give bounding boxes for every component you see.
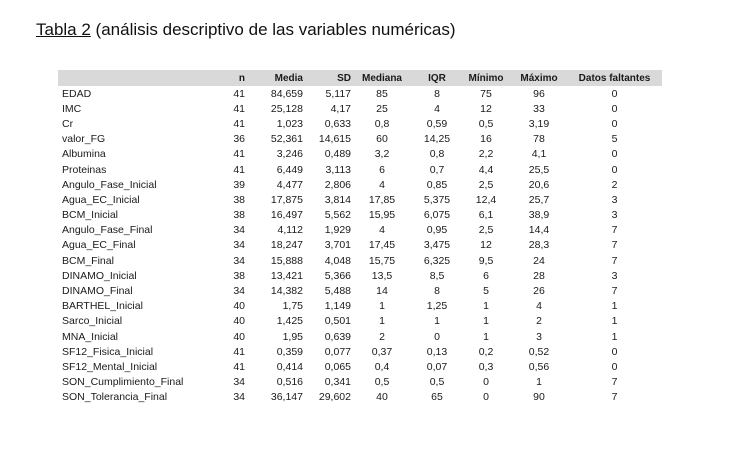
cell-maximo: 25,7: [528, 193, 550, 206]
cell-mediana: 3,2: [374, 148, 390, 161]
cell-mediana: 6: [379, 163, 385, 176]
cell-media: 0,359: [276, 345, 303, 358]
cell-variable: Angulo_Fase_Inicial: [62, 178, 157, 191]
cell-maximo: 78: [533, 133, 545, 146]
cell-variable: Agua_EC_Inicial: [62, 193, 140, 206]
table-row: [58, 268, 662, 283]
cell-mediana: 17,85: [368, 193, 396, 206]
cell-n: 41: [233, 102, 245, 115]
cell-n: 34: [233, 391, 245, 404]
cell-maximo: 33: [533, 102, 545, 115]
table-body: [58, 86, 662, 405]
table-row: [58, 329, 662, 344]
cell-media: 16,497: [270, 209, 303, 222]
cell-iqr: 6,325: [423, 254, 451, 267]
cell-n: 38: [233, 269, 245, 282]
cell-datos-faltantes: 1: [611, 300, 618, 313]
cell-sd: 1,149: [324, 300, 351, 313]
cell-variable: SON_Tolerancia_Final: [62, 391, 168, 404]
column-header-datos-faltantes: Datos faltantes: [567, 70, 662, 86]
cell-sd: 0,077: [324, 345, 351, 358]
cell-minimo: 16: [480, 133, 492, 146]
column-header-n: n: [217, 70, 245, 86]
table-row: [58, 86, 662, 101]
column-header-mediana: Mediana: [351, 70, 413, 86]
cell-n: 39: [233, 178, 245, 191]
cell-iqr: 1: [434, 315, 440, 328]
cell-datos-faltantes: 2: [611, 178, 618, 191]
cell-maximo: 38,9: [528, 209, 550, 222]
cell-sd: 29,602: [318, 391, 351, 404]
cell-variable: Agua_EC_Final: [62, 239, 136, 252]
cell-datos-faltantes: 0: [611, 360, 618, 373]
cell-variable: SF12_Mental_Inicial: [62, 360, 158, 373]
cell-media: 25,128: [270, 102, 303, 115]
cell-sd: 1,929: [324, 224, 351, 237]
cell-maximo: 3: [536, 330, 542, 343]
table-row: [58, 116, 662, 131]
cell-n: 38: [233, 193, 245, 206]
cell-datos-faltantes: 3: [611, 193, 618, 206]
cell-iqr: 8: [434, 285, 440, 298]
cell-media: 4,477: [276, 178, 303, 191]
cell-minimo: 75: [480, 87, 492, 100]
cell-datos-faltantes: 0: [611, 102, 618, 115]
cell-media: 52,361: [270, 133, 303, 146]
cell-n: 41: [233, 163, 245, 176]
cell-n: 41: [233, 117, 245, 130]
cell-n: 38: [233, 209, 245, 222]
column-header-iqr: IQR: [413, 70, 461, 86]
cell-datos-faltantes: 3: [611, 209, 618, 222]
table-row: [58, 132, 662, 147]
table-row: [58, 314, 662, 329]
cell-iqr: 0,13: [426, 345, 448, 358]
cell-minimo: 1: [483, 330, 489, 343]
cell-sd: 3,814: [324, 193, 351, 206]
cell-mediana: 14: [376, 285, 388, 298]
cell-n: 34: [233, 254, 245, 267]
cell-iqr: 0: [434, 330, 440, 343]
cell-variable: DINAMO_Inicial: [62, 269, 137, 282]
cell-datos-faltantes: 5: [611, 133, 618, 146]
cell-mediana: 0,37: [371, 345, 393, 358]
cell-iqr: 0,07: [426, 360, 448, 373]
table-header-row: [58, 70, 662, 86]
column-header-minimo: Mínimo: [461, 70, 511, 86]
table-row: [58, 359, 662, 374]
cell-media: 84,659: [270, 87, 303, 100]
cell-media: 13,421: [270, 269, 303, 282]
cell-sd: 3,113: [325, 163, 351, 176]
cell-variable: Cr: [62, 117, 74, 130]
cell-variable: EDAD: [62, 87, 92, 100]
cell-maximo: 0,52: [528, 345, 550, 358]
cell-mediana: 17,45: [368, 239, 396, 252]
cell-mediana: 85: [376, 87, 388, 100]
cell-mediana: 15,95: [368, 209, 396, 222]
table-row: [58, 375, 662, 390]
cell-mediana: 0,8: [374, 117, 390, 130]
cell-sd: 14,615: [318, 133, 351, 146]
cell-media: 17,875: [270, 193, 303, 206]
cell-n: 34: [233, 285, 245, 298]
cell-n: 41: [233, 148, 245, 161]
cell-maximo: 14,4: [528, 224, 550, 237]
cell-media: 1,023: [276, 117, 303, 130]
cell-media: 0,516: [276, 376, 303, 389]
table-row: [58, 299, 662, 314]
cell-n: 41: [233, 345, 245, 358]
cell-datos-faltantes: 7: [611, 391, 618, 404]
cell-minimo: 6: [483, 269, 489, 282]
cell-minimo: 6,1: [478, 209, 494, 222]
cell-media: 14,382: [270, 285, 303, 298]
cell-n: 34: [233, 376, 245, 389]
cell-variable: valor_FG: [62, 133, 106, 146]
table-row: [58, 223, 662, 238]
cell-maximo: 3,19: [528, 117, 550, 130]
cell-iqr: 65: [431, 391, 443, 404]
cell-n: 41: [233, 360, 245, 373]
cell-mediana: 1: [379, 315, 385, 328]
cell-sd: 3,701: [324, 239, 351, 252]
cell-media: 4,112: [277, 224, 303, 237]
cell-minimo: 5: [483, 285, 489, 298]
cell-minimo: 2,5: [478, 224, 494, 237]
cell-maximo: 28: [533, 269, 545, 282]
cell-iqr: 0,8: [429, 148, 445, 161]
cell-minimo: 1: [483, 300, 489, 313]
cell-minimo: 0: [483, 376, 489, 389]
cell-mediana: 25: [376, 102, 388, 115]
table-row: [58, 253, 662, 268]
table-row: [58, 390, 662, 405]
cell-sd: 4,048: [324, 254, 351, 267]
cell-sd: 5,562: [324, 209, 351, 222]
column-header-sd: SD: [303, 70, 351, 86]
table-row: [58, 147, 662, 162]
cell-sd: 5,117: [325, 87, 351, 100]
table-caption: (análisis descriptivo de las variables numéricas): [90, 20, 456, 39]
cell-maximo: 90: [533, 391, 545, 404]
cell-datos-faltantes: 1: [611, 330, 618, 343]
cell-minimo: 0,5: [478, 117, 494, 130]
table-row: [58, 238, 662, 253]
cell-mediana: 4: [379, 224, 385, 237]
cell-sd: 2,806: [324, 178, 351, 191]
cell-media: 1,425: [276, 315, 303, 328]
cell-iqr: 0,5: [429, 376, 445, 389]
cell-datos-faltantes: 0: [611, 117, 618, 130]
cell-maximo: 4,1: [531, 148, 547, 161]
cell-iqr: 0,85: [426, 178, 448, 191]
table-row: [58, 101, 662, 116]
column-header-maximo: Máximo: [511, 70, 567, 86]
cell-sd: 0,639: [324, 330, 351, 343]
cell-iqr: 8,5: [429, 269, 445, 282]
cell-media: 15,888: [270, 254, 303, 267]
cell-mediana: 4: [379, 178, 385, 191]
cell-variable: BCM_Final: [62, 254, 114, 267]
cell-variable: SF12_Fisica_Inicial: [62, 345, 154, 358]
cell-maximo: 0,56: [528, 360, 550, 373]
cell-variable: SON_Cumplimiento_Final: [62, 376, 184, 389]
column-header-media: Media: [245, 70, 303, 86]
cell-minimo: 0: [483, 391, 489, 404]
cell-datos-faltantes: 7: [611, 285, 618, 298]
cell-maximo: 4: [536, 300, 542, 313]
cell-minimo: 2,2: [478, 148, 494, 161]
cell-maximo: 1: [536, 376, 542, 389]
cell-variable: BARTHEL_Inicial: [62, 300, 143, 313]
column-header-variable: [58, 70, 217, 86]
cell-mediana: 15,75: [368, 254, 396, 267]
cell-sd: 0,341: [324, 376, 351, 389]
cell-n: 41: [233, 87, 245, 100]
cell-maximo: 26: [533, 285, 545, 298]
cell-minimo: 2,5: [478, 178, 494, 191]
cell-sd: 0,501: [324, 315, 351, 328]
cell-mediana: 40: [376, 391, 388, 404]
table-row: [58, 344, 662, 359]
cell-minimo: 12: [480, 102, 492, 115]
cell-media: 36,147: [270, 391, 303, 404]
cell-media: 3,246: [276, 148, 303, 161]
cell-variable: BCM_Inicial: [62, 209, 119, 222]
cell-mediana: 0,4: [374, 360, 390, 373]
cell-minimo: 12,4: [475, 193, 497, 206]
cell-media: 18,247: [270, 239, 303, 252]
cell-sd: 0,633: [324, 117, 351, 130]
cell-n: 40: [233, 300, 245, 313]
cell-sd: 0,065: [324, 360, 351, 373]
cell-iqr: 0,59: [426, 117, 448, 130]
page-title: [36, 20, 456, 40]
cell-mediana: 60: [376, 133, 388, 146]
cell-maximo: 20,6: [528, 178, 550, 191]
cell-maximo: 24: [533, 254, 545, 267]
cell-datos-faltantes: 0: [611, 163, 618, 176]
cell-iqr: 4: [434, 102, 440, 115]
table-row: [58, 208, 662, 223]
table-row: [58, 283, 662, 298]
cell-maximo: 25,5: [528, 163, 550, 176]
cell-datos-faltantes: 7: [611, 224, 618, 237]
cell-minimo: 12: [480, 239, 492, 252]
cell-minimo: 1: [483, 315, 489, 328]
cell-iqr: 0,95: [426, 224, 448, 237]
cell-mediana: 2: [379, 330, 385, 343]
cell-iqr: 1,25: [426, 300, 448, 313]
cell-datos-faltantes: 0: [611, 87, 618, 100]
cell-mediana: 13,5: [371, 269, 393, 282]
cell-maximo: 28,3: [528, 239, 550, 252]
cell-sd: 5,366: [324, 269, 351, 282]
cell-iqr: 6,075: [423, 209, 451, 222]
cell-datos-faltantes: 7: [611, 239, 618, 252]
cell-mediana: 1: [379, 300, 385, 313]
cell-variable: Albumina: [62, 148, 106, 161]
cell-iqr: 5,375: [423, 193, 451, 206]
cell-variable: IMC: [62, 102, 82, 115]
cell-datos-faltantes: 0: [611, 345, 618, 358]
table-row: [58, 162, 662, 177]
cell-variable: Sarco_Inicial: [62, 315, 123, 328]
cell-sd: 5,488: [324, 285, 351, 298]
cell-datos-faltantes: 7: [611, 376, 618, 389]
table-number-label: Tabla 2: [36, 20, 91, 39]
cell-media: 0,414: [276, 360, 303, 373]
cell-datos-faltantes: 7: [611, 254, 618, 267]
cell-datos-faltantes: 0: [611, 148, 618, 161]
cell-n: 34: [233, 239, 245, 252]
cell-datos-faltantes: 1: [611, 315, 618, 328]
table-row: [58, 192, 662, 207]
cell-mediana: 0,5: [374, 376, 390, 389]
cell-n: 40: [233, 315, 245, 328]
cell-minimo: 9,5: [478, 254, 494, 267]
cell-media: 1,75: [282, 300, 303, 313]
cell-sd: 4,17: [330, 102, 351, 115]
cell-variable: Proteinas: [62, 163, 107, 176]
cell-iqr: 0,7: [429, 163, 445, 176]
descriptive-stats-table: [58, 70, 662, 405]
cell-datos-faltantes: 3: [611, 269, 618, 282]
cell-variable: MNA_Inicial: [62, 330, 119, 343]
cell-maximo: 96: [533, 87, 545, 100]
cell-n: 36: [233, 133, 245, 146]
cell-maximo: 2: [536, 315, 542, 328]
cell-minimo: 4,4: [478, 163, 494, 176]
cell-variable: DINAMO_Final: [62, 285, 133, 298]
cell-media: 6,449: [276, 163, 303, 176]
table-row: [58, 177, 662, 192]
cell-n: 34: [233, 224, 245, 237]
cell-sd: 0,489: [324, 148, 351, 161]
cell-variable: Angulo_Fase_Final: [62, 224, 153, 237]
cell-iqr: 3,475: [423, 239, 451, 252]
cell-iqr: 14,25: [423, 133, 451, 146]
cell-minimo: 0,3: [478, 360, 494, 373]
cell-n: 40: [233, 330, 245, 343]
cell-minimo: 0,2: [478, 345, 494, 358]
cell-iqr: 8: [434, 87, 440, 100]
cell-media: 1,95: [282, 330, 303, 343]
